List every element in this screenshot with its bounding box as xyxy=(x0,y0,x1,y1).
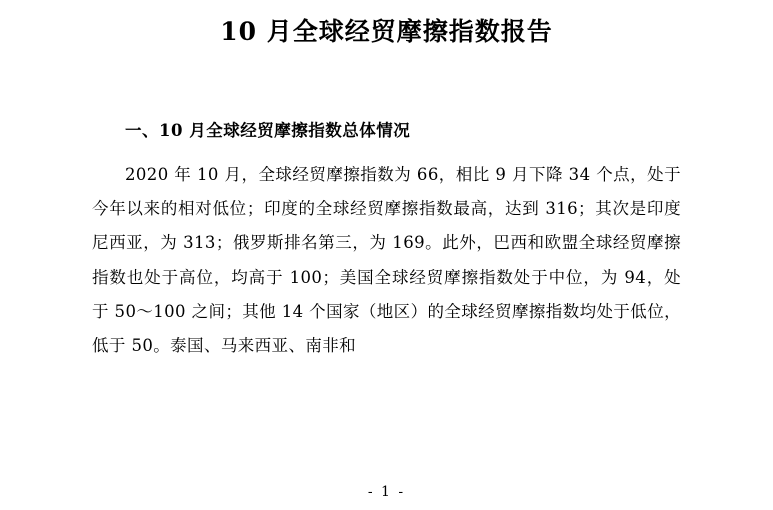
document-page xyxy=(0,14,773,510)
page-number: - 1 - xyxy=(367,484,406,500)
page-title: 10 月全球经贸摩擦指数报告 xyxy=(220,17,553,46)
body-paragraph: 2020 年 10 月，全球经贸摩擦指数为 66，相比 9 月下降 34 个点，处于今年以来的相对低位；印度的全球经贸摩擦指数最高，达到 316；其次是印度尼西亚，为 313；俄罗斯排名第三，为 169。此外，巴西和欧盟全球经贸摩擦指数也处于高位，均高于 100；美国全球经贸摩擦指数处于中位，为 94，处于 50～100 之间；其他 14 个国家（地区）的全球经贸摩擦指数均处于低位，低于 50。泰国、马来西亚、南非和 xyxy=(92,164,681,356)
section-heading: 一、10 月全球经贸摩擦指数总体情况 xyxy=(125,121,411,140)
